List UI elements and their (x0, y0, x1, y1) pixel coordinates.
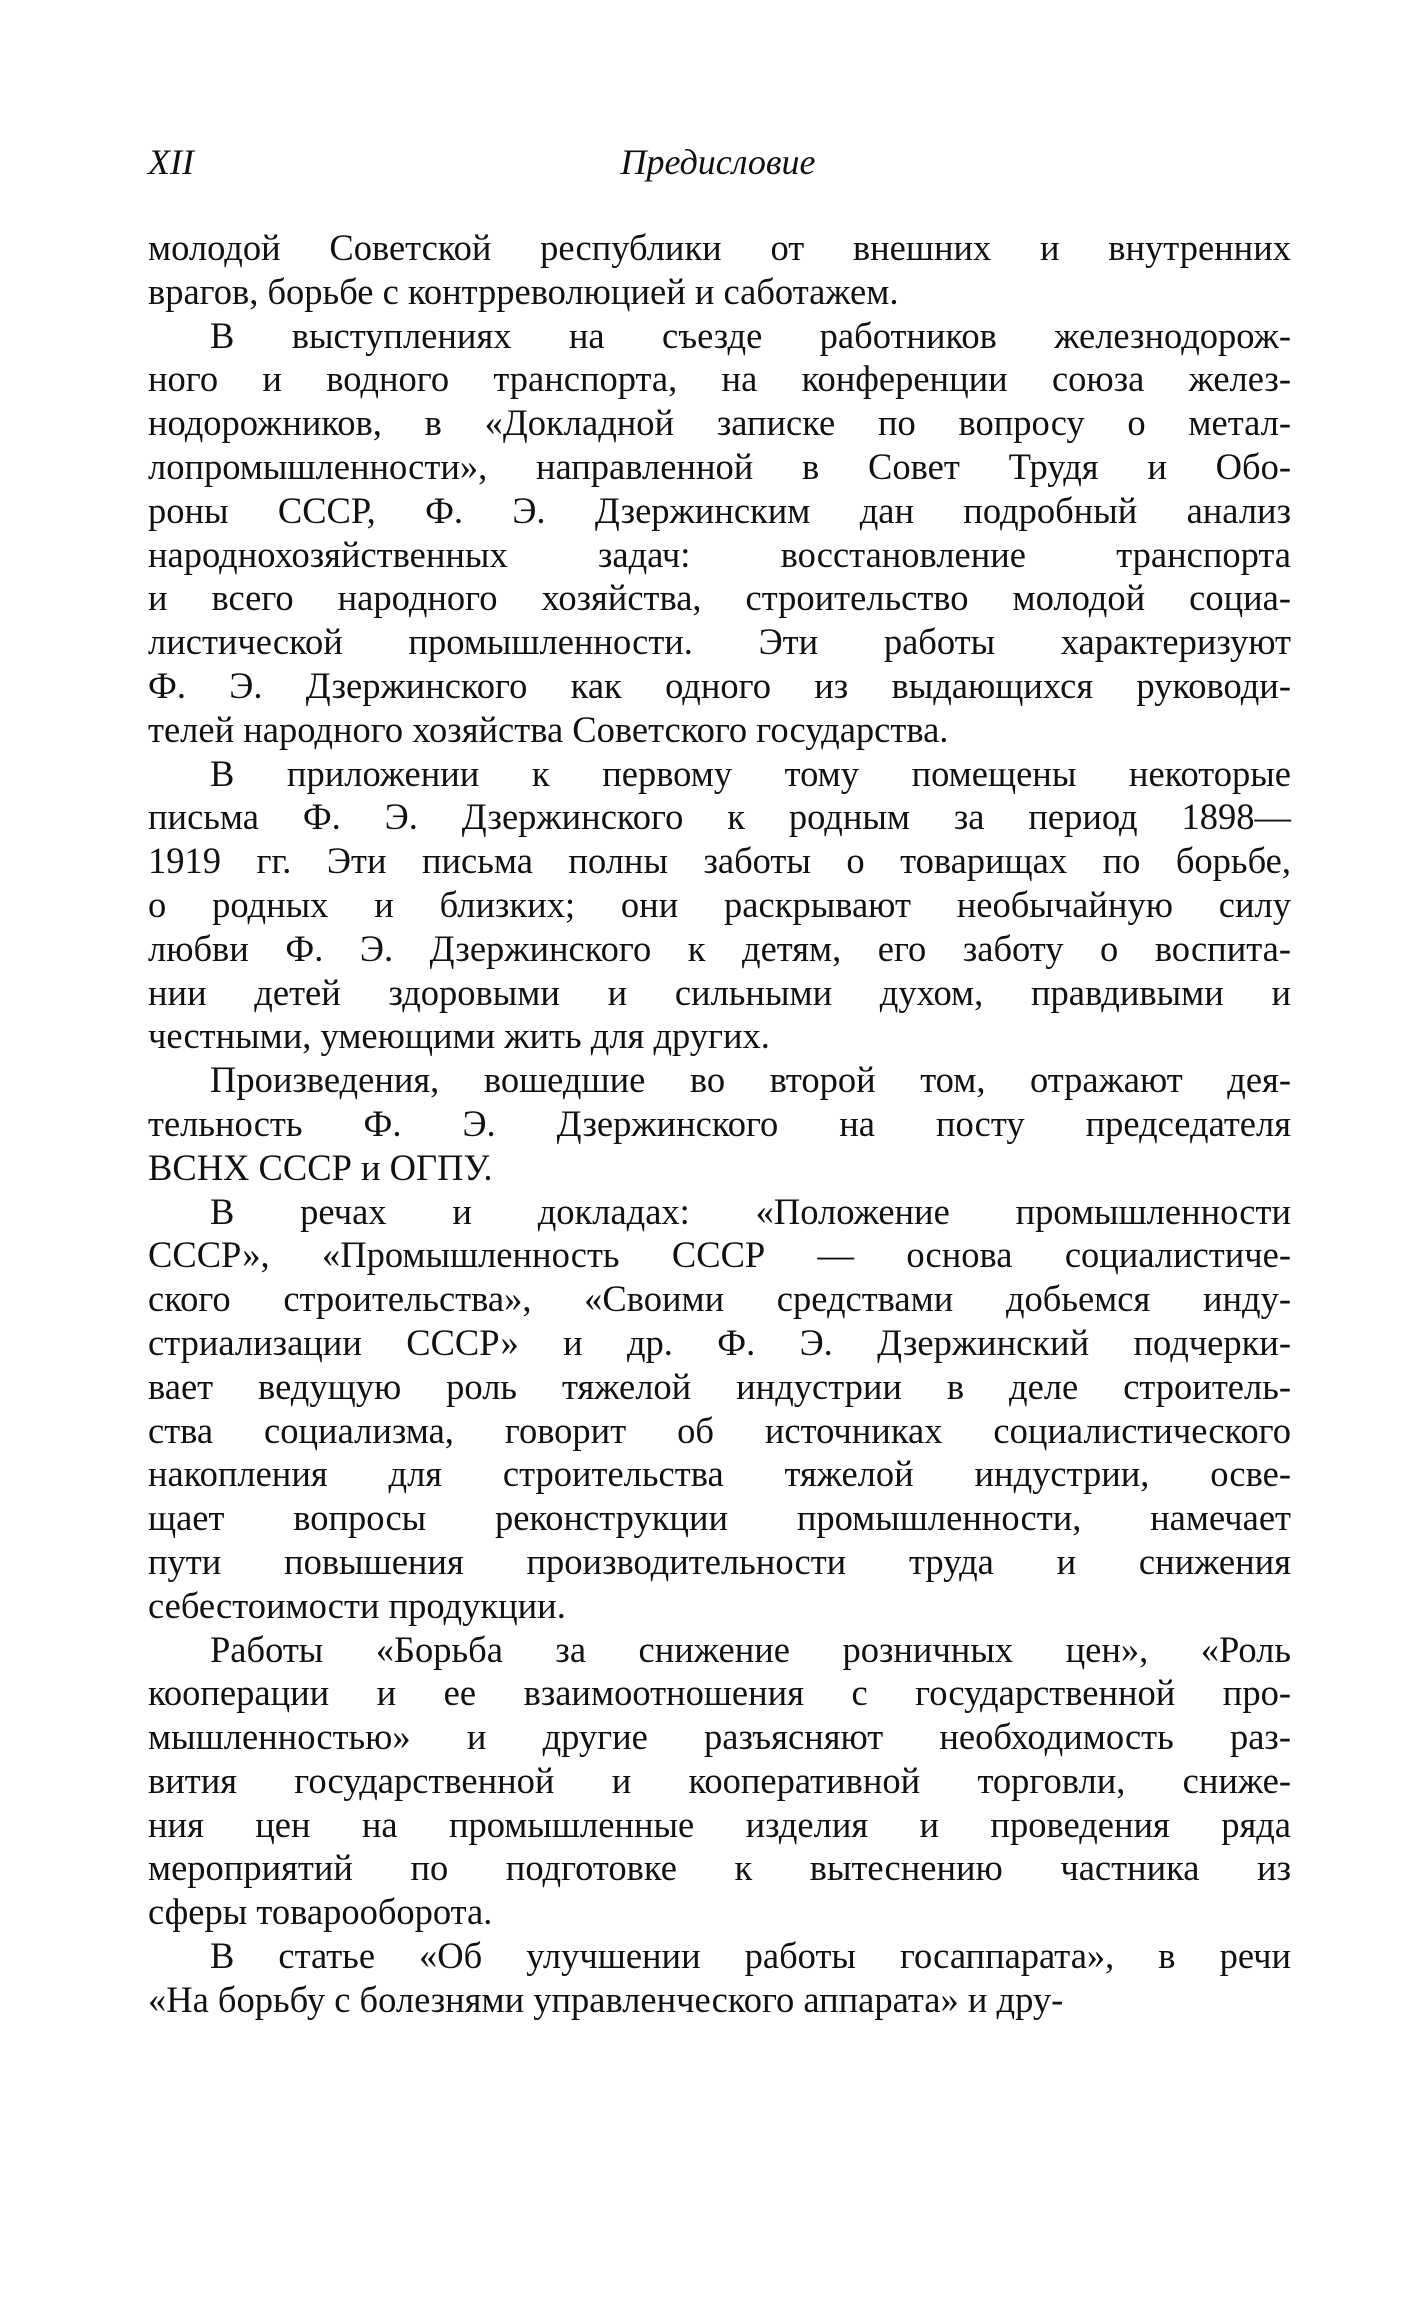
text-line: пути повышения производительности труда и снижения (148, 1540, 1291, 1582)
text-line: сферы товарооборота. (148, 1891, 493, 1933)
text-line: вает ведущую роль тяжелой индустрии в деле строитель- (148, 1365, 1291, 1407)
text-line: и всего народного хозяйства, строительство молодой социа- (148, 577, 1291, 619)
text-line: кооперации и ее взаимоотношения с государственной про- (148, 1672, 1291, 1714)
paragraph (148, 752, 1291, 1059)
text-line: Ф. Э. Дзержинского как одного из выдающихся руководи- (148, 664, 1291, 706)
text-line: вития государственной и кооперативной торговли, сниже- (148, 1759, 1291, 1801)
text-line: молодой Советской республики от внешних и внутренних (148, 227, 1291, 268)
text-line: нодорожников, в «Докладной записке по вопросу о метал- (148, 402, 1291, 444)
page-number: XII (148, 142, 194, 182)
text-line: врагов, борьбе с контрреволюцией и саботажем. (148, 270, 899, 312)
text-line: ского строительства», «Своими средствами добьемся инду- (148, 1278, 1291, 1320)
text-line: себестоимости продукции. (148, 1584, 566, 1626)
text-line: мышленностью» и другие разъясняют необходимость раз- (148, 1716, 1291, 1758)
text-line: В приложении к первому тому помещены некоторые (210, 752, 1291, 794)
text-line: лопромышленности», направленной в Совет Трудя и Обо- (148, 445, 1291, 487)
paragraph (148, 1058, 1291, 1189)
text-line: Работы «Борьба за снижение розничных цен», «Роль (210, 1628, 1291, 1670)
text-line: мероприятий по подготовке к вытеснению частника из (148, 1847, 1291, 1889)
text-line: ства социализма, говорит об источниках социалистического (148, 1409, 1291, 1451)
text-line: 1919 гг. Эти письма полны заботы о товарищах по борьбе, (148, 840, 1291, 882)
text-line: стриализации СССР» и др. Ф. Э. Дзержинский подчерки- (148, 1321, 1291, 1363)
running-head (148, 132, 1288, 192)
text-line: роны СССР, Ф. Э. Дзержинским дан подробный анализ (148, 489, 1291, 531)
text-line: ния цен на промышленные изделия и проведения ряда (148, 1803, 1291, 1845)
text-line: листической промышленности. Эти работы характеризуют (148, 621, 1291, 663)
text-line: щает вопросы реконструкции промышленности, намечает (148, 1497, 1291, 1539)
text-line: СССР», «Промышленность СССР — основа социалистиче- (148, 1234, 1291, 1276)
text-line: о родных и близких; они раскрывают необычайную силу (148, 883, 1291, 925)
text-line: ного и водного транспорта, на конференции союза желез- (148, 358, 1291, 400)
running-title: Предисловие (620, 142, 816, 182)
text-line: телей народного хозяйства Советского государства. (148, 708, 949, 750)
text-line: тельность Ф. Э. Дзержинского на посту председателя (148, 1102, 1291, 1144)
text-line: накопления для строительства тяжелой индустрии, осве- (148, 1453, 1291, 1495)
text-line: любви Ф. Э. Дзержинского к детям, его заботу о воспита- (148, 927, 1291, 969)
text-line: нии детей здоровыми и сильными духом, правдивыми и (148, 971, 1291, 1013)
text-line: народнохозяйственных задач: восстановление транспорта (148, 533, 1291, 575)
text-line: письма Ф. Э. Дзержинского к родным за период 1898— (148, 796, 1291, 838)
paragraph (148, 226, 1291, 314)
text-line: Произведения, вошедшие во второй том, отражают дея- (210, 1059, 1291, 1101)
paragraph (148, 314, 1291, 752)
paragraph (148, 1628, 1291, 1935)
paragraph (148, 1190, 1291, 1628)
text-line: честными, умеющими жить для других. (148, 1015, 770, 1057)
text-line: «На борьбу с болезнями управленческого аппарата» и дру- (148, 1978, 1064, 2020)
text-line: В выступлениях на съезде работников железнодорож- (210, 314, 1291, 356)
text-line: ВСНХ СССР и ОГПУ. (148, 1146, 493, 1188)
text-line: В речах и докладах: «Положение промышленности (210, 1190, 1291, 1232)
text-line: В статье «Об улучшении работы госаппарата», в речи (210, 1935, 1291, 1977)
body-text (148, 226, 1291, 2022)
paragraph (148, 1934, 1291, 2022)
